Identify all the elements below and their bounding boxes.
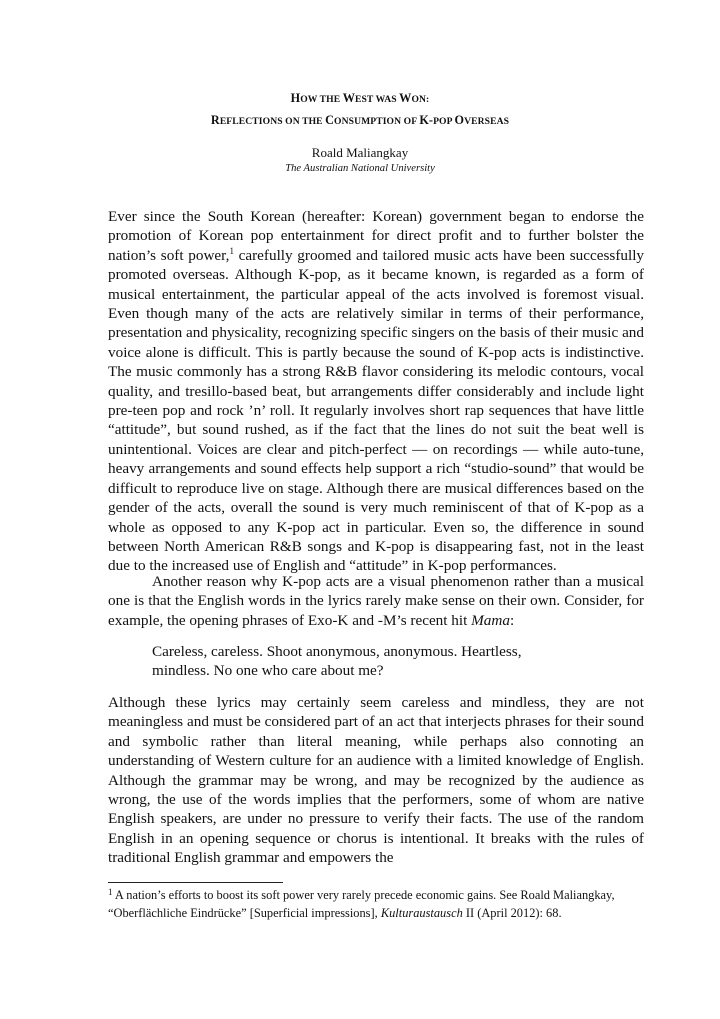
title-line-2: REFLECTIONS ON THE CONSUMPTION OF K-POP OVERSEAS — [210, 113, 510, 127]
footnote-number: 1 — [108, 887, 113, 897]
author-affiliation: The Australian National University — [285, 163, 435, 174]
paper-title — [0, 88, 720, 132]
quote-line-1: Careless, careless. Shoot anonymous, anonymous. Heartless, — [152, 643, 522, 660]
journal-title: Kulturaustausch — [380, 906, 463, 920]
title-line-1: HOW THE WEST WAS WON: — [290, 91, 430, 105]
quote-line-2: mindless. No one who care about me? — [152, 662, 384, 680]
footnote-reference[interactable]: 1 — [229, 245, 234, 256]
song-title: Mama — [471, 611, 510, 629]
paragraph-1: Ever since the South Korean (hereafter: Korean) government began to endorse the promotion of Korean pop entertainment for direct profit and to further bolster the nation’s soft power,$^1$ carefully groomed and tailored music acts have been successfully promoted overseas. Although K-pop, as it became known, is regarded as a form of musical entertainment, the particular appeal of the acts involved is foremost visual. Even though many of the acts are relatively similar in terms of their performance, presentation and physicality, recognizing specific singers on the basis of their music and voice alone is difficult. This is partly because the sound of K-pop acts is indistinctive. The music commonly has a strong R&B flavor considering its melodic contours, vocal quality, and tresillo-based beat, but arrangements differ considerably and include light pre-teen pop and rock ’n’ roll. It regularly involves short rap sequences that have little “attitude”, but sound rushed, as if the fact that the lines do not suit the beat well is unintentional. Voices are clear and pitch-perfect — on recordings — while auto-tune, heavy arrangements and sound effects help support a rich “studio-sound” that would be difficult to reproduce live on stage. Although there are musical differences based on the gender of the acts, overall the sound is very much reminiscent of that of K-pop as a whole as opposed to any K-pop act in particular. Even so, the difference in sound between North American R&B songs and K-pop is disappearing fast, not in the least due to the increased use of English and “attitude” in K-pop performances. — [108, 208, 645, 575]
author-name: Roald Maliangkay — [311, 145, 409, 160]
paragraph-3: Although these lyrics may certainly seem careless and mindless, they are not meaningless and must be considered part of an act that interjects phrases for their sound and symbolic rather than literal meaning, while perhaps also connoting an understanding of Western culture for an audience with a limited knowledge of English. Although the grammar may be wrong, and may be recognized by the audience as wrong, the use of the words implies that the performers, some of whom are native English speakers, are under no pressure to verify their facts. The use of the random English in an opening sequence or chorus is intentional. It breaks with the rules of traditional English grammar and empowers the — [108, 694, 644, 867]
paragraph-2: Another reason why K-pop acts are a visual phenomenon rather than a musical one is that the English words in the lyrics rarely make sense on their own. Consider, for example, the opening phrases of Exo-K and -M’s recent hit Mama: — [108, 573, 644, 629]
lyrics-quote — [152, 642, 572, 681]
footnote: $^1$ A nation’s efforts to boost its soft power very rarely precede economic gains. See Roald Maliangkay, “Oberflächliche Eindrücke” [Superficial impressions], Kulturaustausch II (April 2012): 68. — [108, 887, 615, 920]
